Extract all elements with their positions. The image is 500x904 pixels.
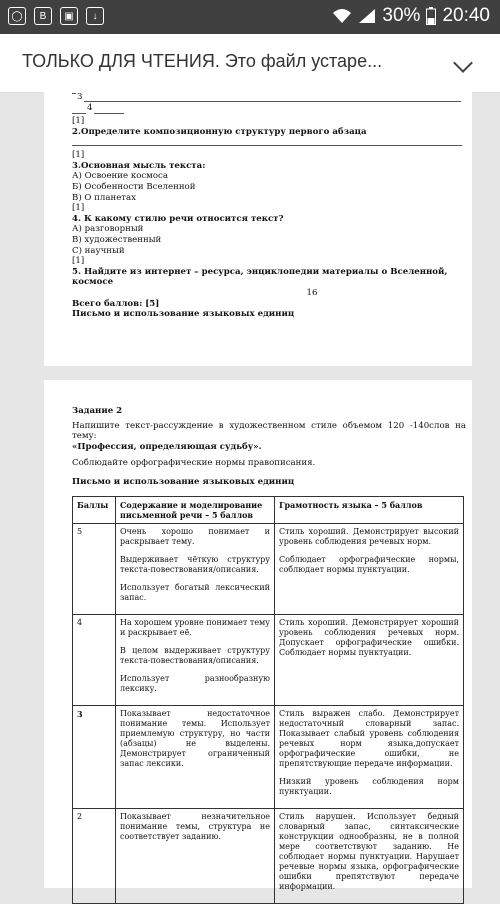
cell-text: В целом выдерживает структуру текста-повествования/описания. [120, 645, 270, 665]
table-header-row [73, 496, 464, 523]
header-content: Содержание и моделирование письменной речи – 5 баллов [116, 496, 275, 523]
row-score: 4 [73, 614, 116, 705]
cell-text: Выдерживает чёткую структуру текста-повествования/описания. [120, 554, 270, 574]
table-row [73, 808, 464, 903]
vk-notification-icon: B [34, 7, 52, 25]
row-content [116, 523, 275, 614]
question-2: 2.Определите композиционную структуру первого абзаца [72, 126, 367, 137]
table-row [73, 523, 464, 614]
battery-icon [426, 7, 436, 25]
download-notification-icon: ↓ [86, 7, 104, 25]
page-number: 16 [306, 287, 318, 298]
option-3a: А) Освоение космоса [72, 171, 168, 182]
option-3b: Б) Особенности Вселенной [72, 181, 196, 192]
blank-3: 3 [77, 92, 83, 102]
total-score: Всего баллов: [5] [72, 298, 160, 309]
cell-text: Соблюдает орфографические нормы, соблюдает нормы пунктуации. [279, 554, 459, 574]
cell-text: Показывает незначительное понимание темы, структура не соответствует заданию. [120, 811, 270, 841]
criteria-table [72, 496, 464, 904]
cell-text: Стиль хороший. Демонстрирует хороший уровень соблюдения речевых норм. Допускает орфографические ошибки. Соблюдает нормы пунктуации. [279, 617, 459, 657]
task-topic: «Профессия, определяющая судьбу». [72, 441, 262, 452]
cell-text: Очень хорошо понимает и раскрывает тему. [120, 526, 270, 546]
document-title: ТОЛЬКО ДЛЯ ЧТЕНИЯ. Это файл устаре... [22, 51, 383, 71]
row-content [116, 614, 275, 705]
question-3: 3.Основная мысль текста: [72, 160, 206, 171]
question-4: 4. К какому стилю речи относится текст? [72, 213, 284, 224]
option-4b: В) художественный [72, 234, 162, 245]
cell-text: Низкий уровень соблюдения норм пунктуации. [279, 776, 459, 796]
row-content [116, 808, 275, 903]
table-row [73, 705, 464, 808]
app-bar [0, 34, 500, 93]
mark-2: [1] [72, 150, 85, 161]
document-page-1 [44, 92, 472, 366]
mark-4: [1] [72, 256, 85, 267]
header-score: Баллы [73, 496, 116, 523]
task-note: Соблюдайте орфографические нормы правописания. [72, 458, 316, 469]
section-title: Письмо и использование языковых единиц [72, 476, 295, 487]
row-score: 2 [73, 808, 116, 903]
cell-text: Стиль нарушен. Использует бедный словарный запас, синтаксические конструкции однообразны, не в полной мере соответствуют заданию. Не соблюдает нормы пунктуации. Нарушает речевые нормы языка, орфографические ошибки препятствуют передаче информации. [279, 811, 459, 891]
row-grammar [275, 614, 464, 705]
document-page-2 [44, 380, 472, 891]
task-text: Напишите текст-рассуждение в художественном стиле объемом 120 -140слов на тему: [72, 420, 466, 442]
app-notification-icon: ▣ [60, 7, 78, 25]
signal-icon [358, 8, 376, 24]
android-notification-icon: ◯ [8, 7, 26, 25]
section-footer: Письмо и использование языковых единиц [72, 309, 295, 320]
row-content [116, 705, 275, 808]
mark-3: [1] [72, 203, 85, 214]
row-score: 5 [73, 523, 116, 614]
chevron-down-icon[interactable] [453, 53, 473, 73]
blank-4: 4 [87, 103, 93, 113]
clock: 20:40 [442, 5, 490, 26]
option-4a: А) разговорный [72, 224, 144, 235]
row-grammar [275, 523, 464, 614]
status-bar [0, 0, 500, 34]
cell-text: На хорошем уровне понимает тему и раскрывает её. [120, 617, 270, 637]
row-grammar [275, 808, 464, 903]
cell-text: Использует богатый лексический запас. [120, 582, 270, 602]
option-4c: С) научный [72, 245, 125, 256]
question-5: 5. Найдите из интернет – ресурса, энциклопедии материалы о Вселенной, космосе [72, 266, 448, 288]
mark-1: [1] [72, 116, 85, 126]
row-score: 3 [73, 705, 116, 808]
cell-text: Показывает недостаточное понимание темы. Использует приемлемую структуру, но части (абзацы) не выделены. Демонстрирует ограниченный запас лексики. [120, 708, 270, 768]
option-3c: В) О планетах [72, 192, 137, 203]
wifi-icon [332, 8, 352, 24]
table-row [73, 614, 464, 705]
battery-percent: 30% [382, 5, 421, 26]
row-grammar [275, 705, 464, 808]
header-grammar: Грамотность языка – 5 баллов [275, 496, 464, 523]
task-title: Задание 2 [72, 406, 123, 416]
cell-text: Стиль хороший. Демонстрирует высокий уровень соблюдения речевых норм. [279, 526, 459, 546]
cell-text: Использует разнообразную лексику. [120, 673, 270, 693]
cell-text: Стиль выражен слабо. Демонстрирует недостаточный словарный запас. Показывает слабый уровень соблюдения речевых норм языка,допускает орфографические ошибки, не препятствующие передаче информации. [279, 708, 459, 768]
